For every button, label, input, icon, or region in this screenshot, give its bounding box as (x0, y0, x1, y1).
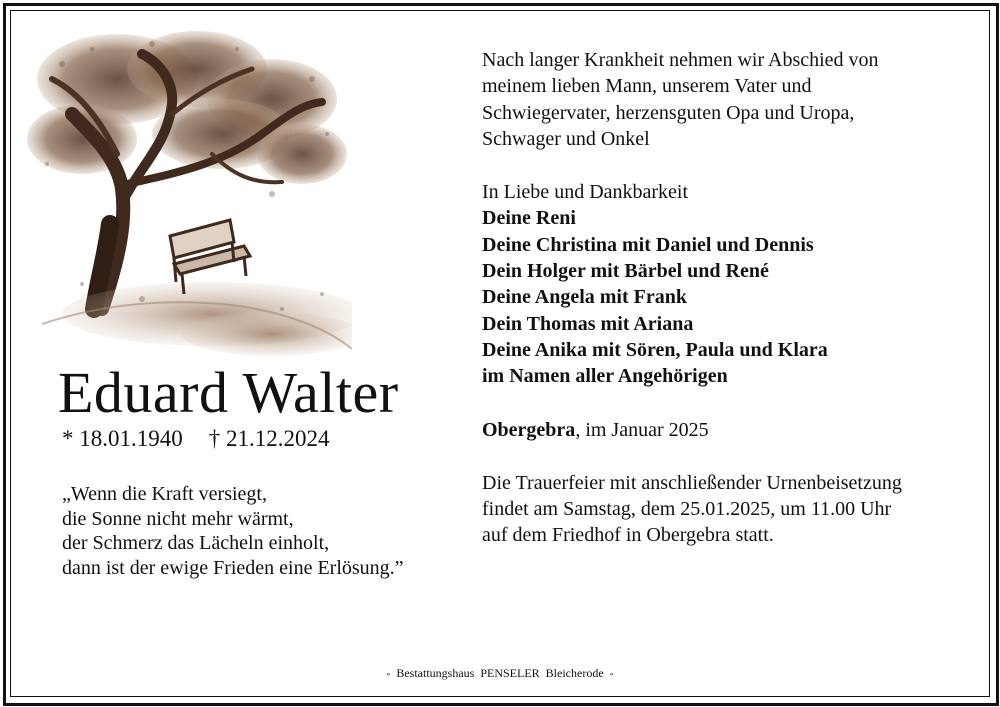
deceased-name: Eduard Walter (58, 360, 399, 425)
quote-line: die Sonne nicht mehr wärmt, (62, 507, 294, 530)
intro-line: Nach langer Krankheit nehmen wir Abschied von (482, 49, 879, 71)
mourners-intro: In Liebe und Dankbarkeit (482, 181, 689, 204)
intro-line: meinem lieben Mann, unserem Vater und (482, 75, 812, 98)
quote-line: „Wenn die Kraft versiegt, (62, 483, 267, 505)
mourner-line: Dein Thomas mit Ariana (482, 312, 694, 335)
memorial-quote (62, 482, 404, 580)
quote-line: der Schmerz das Lächeln einholt, (62, 532, 330, 554)
notice-text (482, 47, 962, 549)
life-dates (62, 424, 330, 454)
funeral-line: Die Trauerfeier mit anschließender Urnenbeisetzung (482, 471, 902, 494)
mourner-line: Deine Reni (482, 207, 576, 230)
quote-line: dann ist der ewige Frieden eine Erlösung.” (62, 556, 404, 579)
mourner-line: Deine Anika mit Sören, Paula und Klara (482, 338, 828, 361)
mourner-line: Dein Holger mit Bärbel und René (482, 260, 769, 283)
mourner-line: im Namen aller Angehörigen (482, 365, 728, 388)
mourner-line: Deine Christina mit Daniel und Dennis (482, 233, 814, 256)
date-text: , im Januar 2025 (575, 418, 709, 441)
intro-line: Schwiegervater, herzensguten Opa und Uropa, (482, 101, 855, 124)
funeral-home-credit: - Bestattungshaus PENSELER Bleicherode - (386, 666, 614, 680)
place: Obergebra (482, 418, 576, 441)
funeral-line: findet am Samstag, dem 25.01.2025, um 11.00 Uhr (482, 498, 892, 521)
mourner-line: Deine Angela mit Frank (482, 286, 687, 309)
intro-line: Schwager und Onkel (482, 127, 650, 150)
death-date: † 21.12.2024 (208, 426, 330, 451)
tree-with-bench-illustration (22, 24, 352, 359)
place-date (482, 417, 962, 443)
funeral-line: auf dem Friedhof in Obergebra statt. (482, 524, 774, 547)
birth-date: * 18.01.1940 (62, 426, 183, 451)
